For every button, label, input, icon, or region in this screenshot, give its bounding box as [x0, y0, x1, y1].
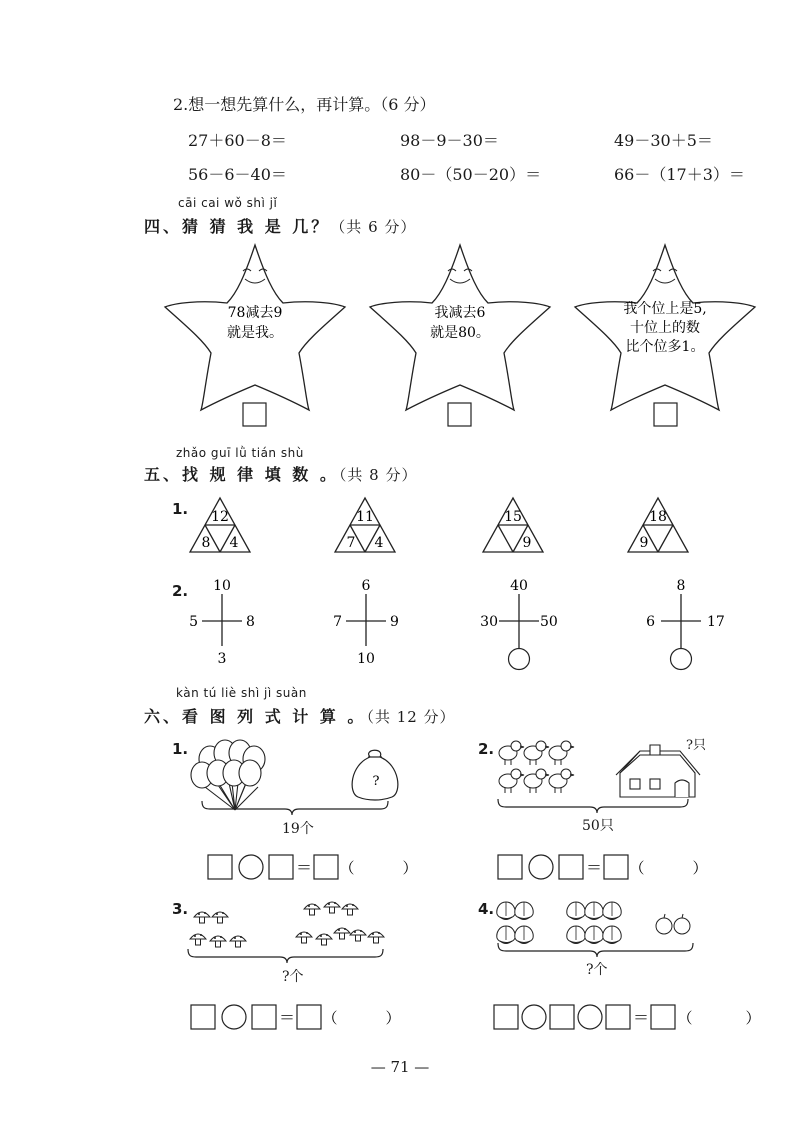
house-icon — [616, 738, 706, 797]
star-3 — [575, 245, 755, 410]
svg-text:6: 6 — [646, 614, 655, 630]
star-2 — [370, 245, 550, 410]
svg-text:?只: ?只 — [686, 738, 706, 753]
sec5-q1-label: 1. — [172, 500, 189, 518]
triangle-1-top: 12 — [211, 509, 229, 525]
svg-text:10: 10 — [213, 578, 231, 594]
sec5-pinyin: zhǎo guī lǜ tián shù — [176, 446, 304, 460]
apples-icon — [656, 914, 690, 934]
answer-box-2 — [448, 403, 471, 426]
svg-text:（: （ — [677, 1009, 693, 1027]
svg-text:9: 9 — [390, 614, 399, 630]
problem-3-label: 3. — [172, 900, 189, 918]
star-2-line-1: 我减去6 — [434, 305, 486, 321]
mushrooms-figure — [180, 895, 400, 965]
svg-text:30: 30 — [480, 614, 498, 630]
triangles-figure — [180, 490, 720, 560]
expr-5: 80－（50－20）＝ — [400, 165, 542, 184]
problem-2-total: 50只 — [582, 818, 614, 834]
star-3-line-2: 十位上的数 — [630, 320, 700, 336]
star-1 — [165, 245, 345, 410]
svg-text:?: ? — [372, 774, 380, 789]
peaches-figure — [490, 893, 710, 965]
peaches-icon — [497, 902, 621, 944]
triangle-2-top: 11 — [356, 509, 374, 525]
svg-text:）: ） — [745, 1009, 761, 1027]
problem-3-answer-row[interactable] — [190, 1003, 420, 1031]
expr-2: 98－9－30＝ — [400, 131, 499, 150]
star-2-line-2: 就是80。 — [430, 325, 490, 341]
sec5-title: 五、找 规 律 填 数 。（共 8 分） — [144, 465, 418, 484]
svg-text:）: ） — [692, 859, 708, 877]
svg-text:）: ） — [385, 1009, 401, 1027]
cross-3-answer-circle — [509, 649, 530, 670]
expr-6: 66－（17＋3）＝ — [614, 165, 745, 184]
chicks-icon — [499, 741, 574, 793]
answer-box-1 — [243, 403, 266, 426]
svg-text:5: 5 — [189, 614, 198, 630]
svg-text:6: 6 — [361, 578, 371, 594]
svg-text:＝: ＝ — [632, 1008, 650, 1027]
triangle-1-left: 8 — [201, 535, 211, 551]
expr-1: 27＋60－8＝ — [188, 131, 287, 150]
problem-1-answer-row[interactable] — [207, 853, 427, 881]
svg-text:＝: ＝ — [295, 858, 313, 877]
triangle-4 — [628, 498, 688, 552]
sec6-pinyin: kàn tú liè shì jì suàn — [176, 686, 307, 700]
cross-4 — [646, 578, 725, 670]
problem-4-label: 4. — [478, 900, 495, 918]
triangle-1 — [190, 498, 250, 552]
expr-4: 56－6－40＝ — [188, 165, 287, 184]
problem-2-label: 2. — [478, 740, 495, 758]
star-1-line-2: 就是我。 — [227, 325, 283, 341]
cross-3 — [480, 578, 558, 670]
balloons-icon — [191, 740, 265, 810]
svg-text:40: 40 — [510, 578, 528, 594]
svg-text:10: 10 — [357, 651, 375, 667]
svg-text:3: 3 — [217, 651, 227, 667]
sec5-q2-label: 2. — [172, 582, 189, 600]
problem-4-total: ?个 — [586, 962, 608, 978]
svg-text:＝: ＝ — [585, 858, 603, 877]
svg-text:17: 17 — [707, 614, 725, 630]
brace — [188, 949, 383, 963]
svg-text:（: （ — [322, 1009, 338, 1027]
triangle-2-left: 7 — [346, 535, 356, 551]
mushrooms-icon — [190, 902, 384, 947]
triangle-3-top: 15 — [504, 509, 522, 525]
expr-3: 49－30＋5＝ — [614, 131, 713, 150]
triangle-2-right: 4 — [374, 535, 384, 551]
problem-1-total: 19个 — [282, 821, 314, 837]
svg-text:（: （ — [339, 859, 355, 877]
svg-text:8: 8 — [676, 578, 686, 594]
problem-2-answer-row[interactable] — [497, 853, 717, 881]
triangle-3-right: 9 — [522, 535, 532, 551]
sec4-pinyin: cāi cai wǒ shì jǐ — [178, 196, 278, 210]
svg-text:50: 50 — [540, 614, 558, 630]
crosses-figure — [180, 574, 740, 674]
svg-text:）: ） — [402, 859, 418, 877]
svg-text:＝: ＝ — [278, 1008, 296, 1027]
cross-2 — [333, 578, 399, 667]
cross-4-answer-circle — [671, 649, 692, 670]
sec4-title: 四、猜 猜 我 是 几？（共 6 分） — [144, 217, 417, 236]
star-1-line-1: 78减去9 — [227, 305, 283, 321]
stars-figure — [160, 240, 760, 435]
q2-title: 2.想一想先算什么，再计算。（6 分） — [173, 95, 436, 114]
svg-text:7: 7 — [333, 614, 342, 630]
triangle-4-top: 18 — [649, 509, 667, 525]
svg-text:（: （ — [629, 859, 645, 877]
problem-1-label: 1. — [172, 740, 189, 758]
svg-text:8: 8 — [246, 614, 255, 630]
brace — [498, 943, 693, 957]
problem-4-answer-row[interactable] — [493, 1003, 768, 1031]
star-3-line-1: 我个位上是5, — [623, 301, 707, 317]
sec6-title: 六、看 图 列 式 计 算 。（共 12 分） — [144, 707, 456, 726]
triangle-4-left: 9 — [639, 535, 649, 551]
triangle-1-right: 4 — [229, 535, 239, 551]
triangle-3 — [483, 498, 543, 552]
money-bag-icon — [352, 750, 398, 800]
triangle-2 — [335, 498, 395, 552]
cross-1 — [189, 578, 255, 667]
brace — [498, 799, 688, 813]
answer-box-3 — [654, 403, 677, 426]
page-number: — 71 — — [370, 1058, 430, 1076]
star-3-line-3: 比个位多1。 — [625, 339, 705, 355]
problem-3-total: ?个 — [282, 969, 304, 985]
